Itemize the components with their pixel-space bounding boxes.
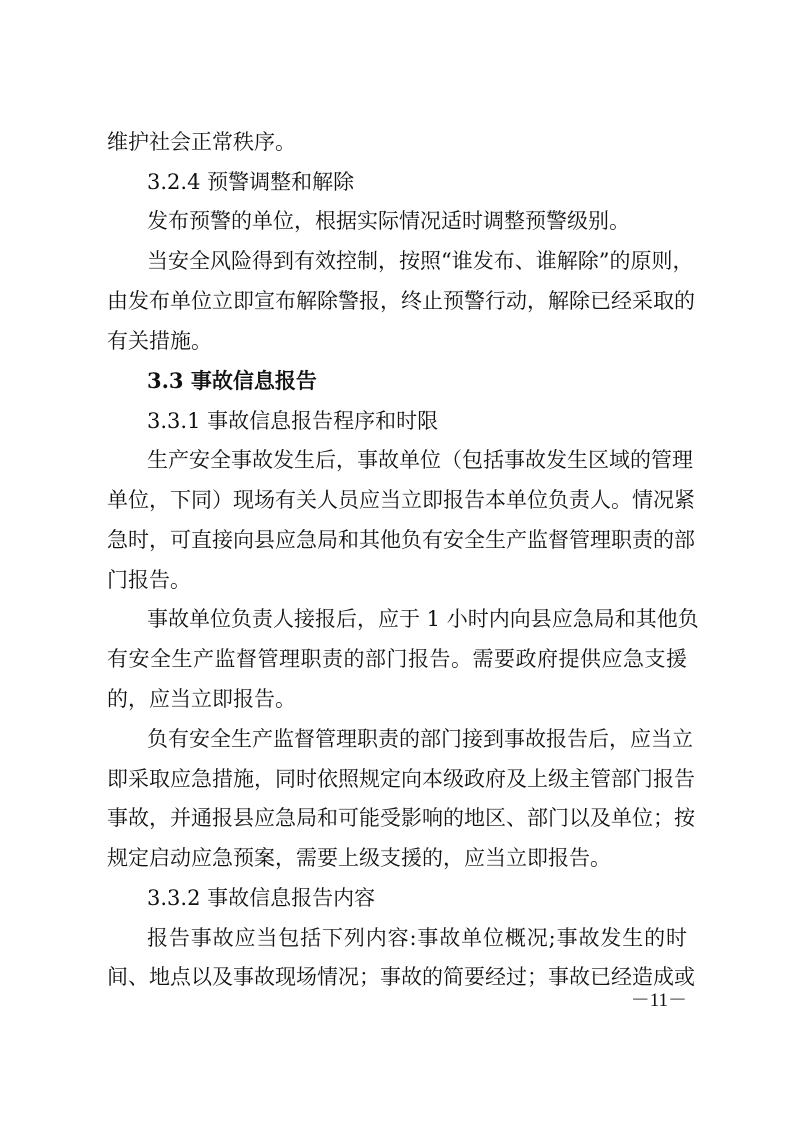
subsection-heading-3-3-1: 3.3.1 事故信息报告程序和时限 [147, 409, 439, 433]
paragraph-line: 的，应当立即报告。 [107, 687, 296, 711]
page-number: －11－ [630, 990, 687, 1011]
subsection-heading-3-3-2: 3.3.2 事故信息报告内容 [147, 886, 376, 910]
paragraph-line: 单位，下同）现场有关人员应当立即报告本单位负责人。情况紧 [107, 488, 695, 512]
paragraph-line: 即采取应急措施，同时依照规定向本级政府及上级主管部门报告 [107, 767, 695, 791]
paragraph-line: 维护社会正常秩序。 [107, 130, 296, 154]
section-heading-3-3: 3.3 事故信息报告 [147, 368, 317, 393]
paragraph-line: 报告事故应当包括下列内容:事故单位概况;事故发生的时 [147, 926, 687, 950]
paragraph-line: 事故，并通报县应急局和可能受影响的地区、部门以及单位；按 [107, 806, 695, 830]
paragraph-line: 间、地点以及事故现场情况；事故的简要经过；事故已经造成或 [107, 965, 695, 989]
paragraph-line: 由发布单位立即宣布解除警报，终止预警行动，解除已经采取的 [107, 289, 695, 313]
paragraph-line: 负有安全生产监督管理职责的部门接到事故报告后，应当立 [147, 727, 693, 751]
paragraph-line: 门报告。 [107, 568, 191, 592]
paragraph-line: 急时，可直接向县应急局和其他负有安全生产监督管理职责的部 [107, 528, 695, 552]
paragraph-line: 发布预警的单位，根据实际情况适时调整预警级别。 [147, 209, 630, 233]
subsection-heading-3-2-4: 3.2.4 预警调整和解除 [147, 170, 355, 194]
paragraph-line: 当安全风险得到有效控制，按照“谁发布、谁解除”的原则， [147, 249, 694, 273]
paragraph-line: 事故单位负责人接报后，应于 1 小时内向县应急局和其他负 [147, 607, 699, 631]
paragraph-line: 有安全生产监督管理职责的部门报告。需要政府提供应急支援 [107, 647, 687, 671]
paragraph-line: 生产安全事故发生后，事故单位（包括事故发生区域的管理 [147, 448, 693, 472]
paragraph-line: 规定启动应急预案，需要上级支援的，应当立即报告。 [107, 846, 611, 870]
paragraph-line: 有关措施。 [107, 329, 212, 353]
